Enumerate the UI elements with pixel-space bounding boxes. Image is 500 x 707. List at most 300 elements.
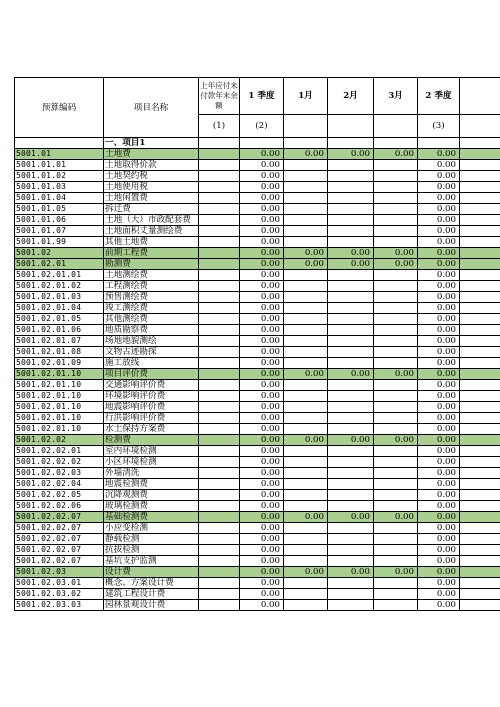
table-row[interactable]	[15, 270, 500, 281]
m3-cell[interactable]	[374, 193, 418, 204]
m1-cell[interactable]	[284, 490, 328, 501]
name-cell[interactable]: 基坑支护监测	[104, 556, 199, 567]
code-cell[interactable]: 5001.01.02	[15, 171, 104, 182]
m2-cell[interactable]	[328, 501, 374, 512]
m1-cell[interactable]	[284, 303, 328, 314]
m1-cell[interactable]	[284, 204, 328, 215]
q1-cell[interactable]: 0.00	[240, 215, 284, 226]
q1-cell[interactable]: 0.00	[240, 512, 284, 523]
q2-cell[interactable]: 0.00	[418, 226, 460, 237]
name-cell[interactable]: 竣工测绘费	[104, 303, 199, 314]
code-cell[interactable]: 5001.01.06	[15, 215, 104, 226]
code-cell[interactable]: 5001.02.01.05	[15, 314, 104, 325]
table-row[interactable]	[15, 512, 500, 523]
q1-cell[interactable]: 0.00	[240, 336, 284, 347]
m2-cell[interactable]	[328, 171, 374, 182]
extra-cell[interactable]	[460, 424, 500, 435]
q1-cell[interactable]: 0.00	[240, 391, 284, 402]
code-cell[interactable]: 5001.02.03.03	[15, 600, 104, 611]
m1-cell[interactable]	[284, 336, 328, 347]
q1-cell[interactable]: 0.00	[240, 292, 284, 303]
m3-cell[interactable]	[374, 303, 418, 314]
q2-cell[interactable]: 0.00	[418, 556, 460, 567]
name-cell[interactable]: 外墙清洗	[104, 468, 199, 479]
code-cell[interactable]: 5001.02.03.01	[15, 578, 104, 589]
m1-cell[interactable]	[284, 325, 328, 336]
q2-cell[interactable]: 0.00	[418, 171, 460, 182]
code-cell[interactable]: 5001.01	[15, 149, 104, 160]
extra-cell[interactable]	[460, 545, 500, 556]
prev-year-cell[interactable]	[199, 237, 240, 248]
extra-cell[interactable]	[460, 468, 500, 479]
m3-cell[interactable]	[374, 182, 418, 193]
table-row[interactable]	[15, 501, 500, 512]
table-row[interactable]	[15, 226, 500, 237]
q1-cell[interactable]: 0.00	[240, 457, 284, 468]
m2-cell[interactable]	[328, 303, 374, 314]
extra-cell[interactable]	[460, 523, 500, 534]
table-row[interactable]	[15, 468, 500, 479]
q2-cell[interactable]: 0.00	[418, 424, 460, 435]
prev-year-cell[interactable]	[199, 490, 240, 501]
table-row[interactable]	[15, 193, 500, 204]
prev-year-cell[interactable]	[199, 435, 240, 446]
code-cell[interactable]: 5001.02	[15, 248, 104, 259]
m2-cell[interactable]: 0.00	[328, 248, 374, 259]
table-row[interactable]	[15, 424, 500, 435]
table-row[interactable]	[15, 281, 500, 292]
q2-cell[interactable]: 0.00	[418, 347, 460, 358]
table-row[interactable]	[15, 402, 500, 413]
q1-cell[interactable]: 0.00	[240, 523, 284, 534]
q1-cell[interactable]: 0.00	[240, 259, 284, 270]
extra-cell[interactable]	[460, 589, 500, 600]
prev-year-cell[interactable]	[199, 193, 240, 204]
m2-cell[interactable]	[328, 468, 374, 479]
q1-cell[interactable]: 0.00	[240, 479, 284, 490]
table-row[interactable]	[15, 457, 500, 468]
name-cell[interactable]: 小应变检测	[104, 523, 199, 534]
q1-cell[interactable]: 0.00	[240, 314, 284, 325]
m3-cell[interactable]	[374, 160, 418, 171]
m3-cell[interactable]	[374, 556, 418, 567]
table-row[interactable]	[15, 578, 500, 589]
extra-cell[interactable]	[460, 259, 500, 270]
extra-cell[interactable]	[460, 347, 500, 358]
m2-cell[interactable]	[328, 182, 374, 193]
code-cell[interactable]: 5001.01.03	[15, 182, 104, 193]
prev-year-cell[interactable]	[199, 270, 240, 281]
q2-cell[interactable]: 0.00	[418, 237, 460, 248]
m3-cell[interactable]	[374, 226, 418, 237]
m3-cell[interactable]	[374, 578, 418, 589]
q1-cell[interactable]: 0.00	[240, 237, 284, 248]
code-cell[interactable]: 5001.02.01.02	[15, 281, 104, 292]
m3-cell[interactable]	[374, 501, 418, 512]
m1-cell[interactable]	[284, 446, 328, 457]
table-row[interactable]	[15, 600, 500, 611]
m1-cell[interactable]	[284, 215, 328, 226]
prev-year-cell[interactable]	[199, 358, 240, 369]
m1-cell[interactable]	[284, 545, 328, 556]
name-cell[interactable]: 前期工程费	[104, 248, 199, 259]
name-cell[interactable]: 抗拔检测	[104, 545, 199, 556]
name-cell[interactable]: 施工放线	[104, 358, 199, 369]
q1-cell[interactable]: 0.00	[240, 270, 284, 281]
m1-cell[interactable]: 0.00	[284, 149, 328, 160]
name-cell[interactable]: 室内环境检测	[104, 446, 199, 457]
table-row[interactable]	[15, 523, 500, 534]
name-cell[interactable]: 拆迁费	[104, 204, 199, 215]
extra-cell[interactable]	[460, 248, 500, 259]
q2-cell[interactable]: 0.00	[418, 523, 460, 534]
name-cell[interactable]: 检测费	[104, 435, 199, 446]
m2-cell[interactable]	[328, 325, 374, 336]
m1-cell[interactable]	[284, 391, 328, 402]
prev-year-cell[interactable]	[199, 226, 240, 237]
m1-cell[interactable]	[284, 578, 328, 589]
m3-cell[interactable]	[374, 545, 418, 556]
q2-cell[interactable]: 0.00	[418, 369, 460, 380]
extra-cell[interactable]	[460, 325, 500, 336]
m3-cell[interactable]	[374, 523, 418, 534]
m3-cell[interactable]	[374, 171, 418, 182]
prev-year-cell[interactable]	[199, 369, 240, 380]
prev-year-cell[interactable]	[199, 391, 240, 402]
m3-cell[interactable]	[374, 215, 418, 226]
m3-cell[interactable]	[374, 391, 418, 402]
m1-cell[interactable]: 0.00	[284, 369, 328, 380]
table-row[interactable]	[15, 204, 500, 215]
extra-cell[interactable]	[460, 534, 500, 545]
q1-cell[interactable]: 0.00	[240, 160, 284, 171]
extra-cell[interactable]	[460, 336, 500, 347]
m3-cell[interactable]	[374, 380, 418, 391]
table-row[interactable]	[15, 259, 500, 270]
q2-cell[interactable]: 0.00	[418, 600, 460, 611]
table-row[interactable]	[15, 160, 500, 171]
m2-cell[interactable]	[328, 237, 374, 248]
m3-cell[interactable]: 0.00	[374, 259, 418, 270]
table-row[interactable]	[15, 534, 500, 545]
m2-cell[interactable]	[328, 413, 374, 424]
q2-cell[interactable]: 0.00	[418, 413, 460, 424]
extra-cell[interactable]	[460, 402, 500, 413]
m1-cell[interactable]	[284, 424, 328, 435]
table-row[interactable]	[15, 237, 500, 248]
name-cell[interactable]: 土地（大）市政配套费	[104, 215, 199, 226]
extra-cell[interactable]	[460, 193, 500, 204]
code-cell[interactable]: 5001.02.02.02	[15, 457, 104, 468]
q2-cell[interactable]: 0.00	[418, 149, 460, 160]
extra-cell[interactable]	[460, 204, 500, 215]
m3-cell[interactable]	[374, 479, 418, 490]
m1-cell[interactable]: 0.00	[284, 567, 328, 578]
extra-cell[interactable]	[460, 556, 500, 567]
name-cell[interactable]: 勘测费	[104, 259, 199, 270]
m3-cell[interactable]	[374, 446, 418, 457]
table-row[interactable]	[15, 248, 500, 259]
code-cell[interactable]: 5001.02.01.07	[15, 336, 104, 347]
code-cell[interactable]: 5001.02.02.06	[15, 501, 104, 512]
name-cell[interactable]: 环境影响评价费	[104, 391, 199, 402]
m2-cell[interactable]	[328, 358, 374, 369]
prev-year-cell[interactable]	[199, 578, 240, 589]
m1-cell[interactable]	[284, 534, 328, 545]
name-cell[interactable]: 文物古迹勘探	[104, 347, 199, 358]
m1-cell[interactable]	[284, 402, 328, 413]
code-cell[interactable]: 5001.02.02	[15, 435, 104, 446]
q2-cell[interactable]: 0.00	[418, 578, 460, 589]
q2-cell[interactable]: 0.00	[418, 259, 460, 270]
q1-cell[interactable]: 0.00	[240, 380, 284, 391]
extra-cell[interactable]	[460, 567, 500, 578]
code-cell[interactable]: 5001.02.01.10	[15, 391, 104, 402]
m3-cell[interactable]: 0.00	[374, 369, 418, 380]
prev-year-cell[interactable]	[199, 149, 240, 160]
table-row[interactable]	[15, 336, 500, 347]
m2-cell[interactable]	[328, 402, 374, 413]
prev-year-cell[interactable]	[199, 325, 240, 336]
table-row[interactable]	[15, 380, 500, 391]
table-row[interactable]	[15, 446, 500, 457]
q2-cell[interactable]: 0.00	[418, 501, 460, 512]
q1-cell[interactable]: 0.00	[240, 545, 284, 556]
q2-cell[interactable]: 0.00	[418, 204, 460, 215]
code-cell[interactable]: 5001.01.99	[15, 237, 104, 248]
table-row[interactable]	[15, 490, 500, 501]
q1-cell[interactable]: 0.00	[240, 248, 284, 259]
q1-cell[interactable]: 0.00	[240, 281, 284, 292]
m3-cell[interactable]	[374, 270, 418, 281]
name-cell[interactable]: 土地契约税	[104, 171, 199, 182]
q2-cell[interactable]: 0.00	[418, 248, 460, 259]
m3-cell[interactable]	[374, 424, 418, 435]
table-row[interactable]	[15, 347, 500, 358]
extra-cell[interactable]	[460, 358, 500, 369]
q2-cell[interactable]: 0.00	[418, 314, 460, 325]
m1-cell[interactable]	[284, 358, 328, 369]
code-cell[interactable]: 5001.02.02.01	[15, 446, 104, 457]
m2-cell[interactable]	[328, 391, 374, 402]
code-cell[interactable]: 5001.02.03.02	[15, 589, 104, 600]
q1-cell[interactable]: 0.00	[240, 424, 284, 435]
prev-year-cell[interactable]	[199, 292, 240, 303]
prev-year-cell[interactable]	[199, 446, 240, 457]
code-cell[interactable]: 5001.02.01.01	[15, 270, 104, 281]
table-row[interactable]	[15, 545, 500, 556]
code-cell[interactable]: 5001.02.02.07	[15, 512, 104, 523]
q1-cell[interactable]: 0.00	[240, 413, 284, 424]
q1-cell[interactable]: 0.00	[240, 501, 284, 512]
m2-cell[interactable]	[328, 347, 374, 358]
table-row[interactable]	[15, 391, 500, 402]
code-cell[interactable]: 5001.02.03	[15, 567, 104, 578]
name-cell[interactable]: 土地测绘费	[104, 270, 199, 281]
m2-cell[interactable]: 0.00	[328, 259, 374, 270]
q2-cell[interactable]: 0.00	[418, 303, 460, 314]
prev-year-cell[interactable]	[199, 380, 240, 391]
q1-cell[interactable]: 0.00	[240, 534, 284, 545]
prev-year-cell[interactable]	[199, 303, 240, 314]
prev-year-cell[interactable]	[199, 160, 240, 171]
prev-year-cell[interactable]	[199, 556, 240, 567]
m1-cell[interactable]	[284, 292, 328, 303]
name-cell[interactable]: 土地面积丈量测绘费	[104, 226, 199, 237]
m2-cell[interactable]	[328, 578, 374, 589]
q2-cell[interactable]: 0.00	[418, 490, 460, 501]
m1-cell[interactable]	[284, 171, 328, 182]
prev-year-cell[interactable]	[199, 523, 240, 534]
code-cell[interactable]: 5001.01.05	[15, 204, 104, 215]
m2-cell[interactable]	[328, 292, 374, 303]
prev-year-cell[interactable]	[199, 457, 240, 468]
code-cell[interactable]: 5001.02.02.05	[15, 490, 104, 501]
m1-cell[interactable]	[284, 281, 328, 292]
table-row[interactable]	[15, 567, 500, 578]
extra-cell[interactable]	[460, 314, 500, 325]
q2-cell[interactable]: 0.00	[418, 182, 460, 193]
code-cell[interactable]: 5001.02.01.10	[15, 402, 104, 413]
extra-cell[interactable]	[460, 600, 500, 611]
m3-cell[interactable]	[374, 413, 418, 424]
q2-cell[interactable]: 0.00	[418, 358, 460, 369]
table-row[interactable]	[15, 171, 500, 182]
m2-cell[interactable]	[328, 270, 374, 281]
q2-cell[interactable]: 0.00	[418, 468, 460, 479]
q1-cell[interactable]: 0.00	[240, 171, 284, 182]
code-cell[interactable]: 5001.01.04	[15, 193, 104, 204]
q2-cell[interactable]: 0.00	[418, 325, 460, 336]
name-cell[interactable]: 项目评价费	[104, 369, 199, 380]
m3-cell[interactable]	[374, 292, 418, 303]
m3-cell[interactable]	[374, 358, 418, 369]
name-cell[interactable]: 建筑工程设计费	[104, 589, 199, 600]
table-row[interactable]	[15, 556, 500, 567]
extra-cell[interactable]	[460, 303, 500, 314]
m3-cell[interactable]	[374, 402, 418, 413]
m3-cell[interactable]	[374, 589, 418, 600]
extra-cell[interactable]	[460, 215, 500, 226]
q2-cell[interactable]: 0.00	[418, 534, 460, 545]
prev-year-cell[interactable]	[199, 347, 240, 358]
m1-cell[interactable]: 0.00	[284, 259, 328, 270]
code-cell[interactable]: 5001.02.01.04	[15, 303, 104, 314]
extra-cell[interactable]	[460, 226, 500, 237]
name-cell[interactable]: 静载检测	[104, 534, 199, 545]
code-cell[interactable]: 5001.02.01.03	[15, 292, 104, 303]
prev-year-cell[interactable]	[199, 534, 240, 545]
prev-year-cell[interactable]	[199, 512, 240, 523]
q1-cell[interactable]: 0.00	[240, 226, 284, 237]
prev-year-cell[interactable]	[199, 314, 240, 325]
name-cell[interactable]: 其他土地费	[104, 237, 199, 248]
m3-cell[interactable]	[374, 336, 418, 347]
code-cell[interactable]: 5001.02.02.07	[15, 556, 104, 567]
m1-cell[interactable]	[284, 182, 328, 193]
m1-cell[interactable]	[284, 457, 328, 468]
code-cell[interactable]: 5001.02.02.03	[15, 468, 104, 479]
q2-cell[interactable]: 0.00	[418, 435, 460, 446]
m2-cell[interactable]	[328, 160, 374, 171]
name-cell[interactable]: 工程测绘费	[104, 281, 199, 292]
code-cell[interactable]: 5001.02.01.06	[15, 325, 104, 336]
q1-cell[interactable]: 0.00	[240, 578, 284, 589]
prev-year-cell[interactable]	[199, 424, 240, 435]
m2-cell[interactable]	[328, 424, 374, 435]
m2-cell[interactable]	[328, 193, 374, 204]
extra-cell[interactable]	[460, 160, 500, 171]
m2-cell[interactable]	[328, 215, 374, 226]
q1-cell[interactable]: 0.00	[240, 149, 284, 160]
name-cell[interactable]: 土地使用税	[104, 182, 199, 193]
extra-cell[interactable]	[460, 380, 500, 391]
name-cell[interactable]: 其他测绘费	[104, 314, 199, 325]
m3-cell[interactable]	[374, 468, 418, 479]
m3-cell[interactable]: 0.00	[374, 567, 418, 578]
name-cell[interactable]: 交通影响评价费	[104, 380, 199, 391]
m2-cell[interactable]: 0.00	[328, 149, 374, 160]
q2-cell[interactable]: 0.00	[418, 457, 460, 468]
extra-cell[interactable]	[460, 501, 500, 512]
q1-cell[interactable]: 0.00	[240, 435, 284, 446]
q1-cell[interactable]: 0.00	[240, 468, 284, 479]
m1-cell[interactable]: 0.00	[284, 435, 328, 446]
name-cell[interactable]: 概念、方案设计费	[104, 578, 199, 589]
q1-cell[interactable]: 0.00	[240, 556, 284, 567]
name-cell[interactable]: 设计费	[104, 567, 199, 578]
q2-cell[interactable]: 0.00	[418, 215, 460, 226]
m2-cell[interactable]	[328, 226, 374, 237]
prev-year-cell[interactable]	[199, 171, 240, 182]
q1-cell[interactable]: 0.00	[240, 589, 284, 600]
q2-cell[interactable]: 0.00	[418, 391, 460, 402]
table-row[interactable]	[15, 182, 500, 193]
name-cell[interactable]: 地质勘察费	[104, 325, 199, 336]
name-cell[interactable]: 地震检测费	[104, 479, 199, 490]
m1-cell[interactable]	[284, 270, 328, 281]
extra-cell[interactable]	[460, 479, 500, 490]
q1-cell[interactable]: 0.00	[240, 182, 284, 193]
q1-cell[interactable]: 0.00	[240, 347, 284, 358]
q2-cell[interactable]: 0.00	[418, 567, 460, 578]
prev-year-cell[interactable]	[199, 259, 240, 270]
name-cell[interactable]: 行洪影响评价费	[104, 413, 199, 424]
m3-cell[interactable]	[374, 534, 418, 545]
m3-cell[interactable]: 0.00	[374, 149, 418, 160]
prev-year-cell[interactable]	[199, 402, 240, 413]
prev-year-cell[interactable]	[199, 215, 240, 226]
prev-year-cell[interactable]	[199, 281, 240, 292]
prev-year-cell[interactable]	[199, 336, 240, 347]
m1-cell[interactable]: 0.00	[284, 248, 328, 259]
m1-cell[interactable]	[284, 314, 328, 325]
extra-cell[interactable]	[460, 457, 500, 468]
extra-cell[interactable]	[460, 512, 500, 523]
code-cell[interactable]: 5001.01.01	[15, 160, 104, 171]
table-row[interactable]	[15, 358, 500, 369]
m3-cell[interactable]	[374, 204, 418, 215]
q1-cell[interactable]: 0.00	[240, 204, 284, 215]
m2-cell[interactable]	[328, 314, 374, 325]
m2-cell[interactable]	[328, 523, 374, 534]
m2-cell[interactable]	[328, 490, 374, 501]
q2-cell[interactable]: 0.00	[418, 270, 460, 281]
q1-cell[interactable]: 0.00	[240, 567, 284, 578]
name-cell[interactable]: 场地地貌测绘	[104, 336, 199, 347]
prev-year-cell[interactable]	[199, 182, 240, 193]
name-cell[interactable]: 玻璃检测费	[104, 501, 199, 512]
